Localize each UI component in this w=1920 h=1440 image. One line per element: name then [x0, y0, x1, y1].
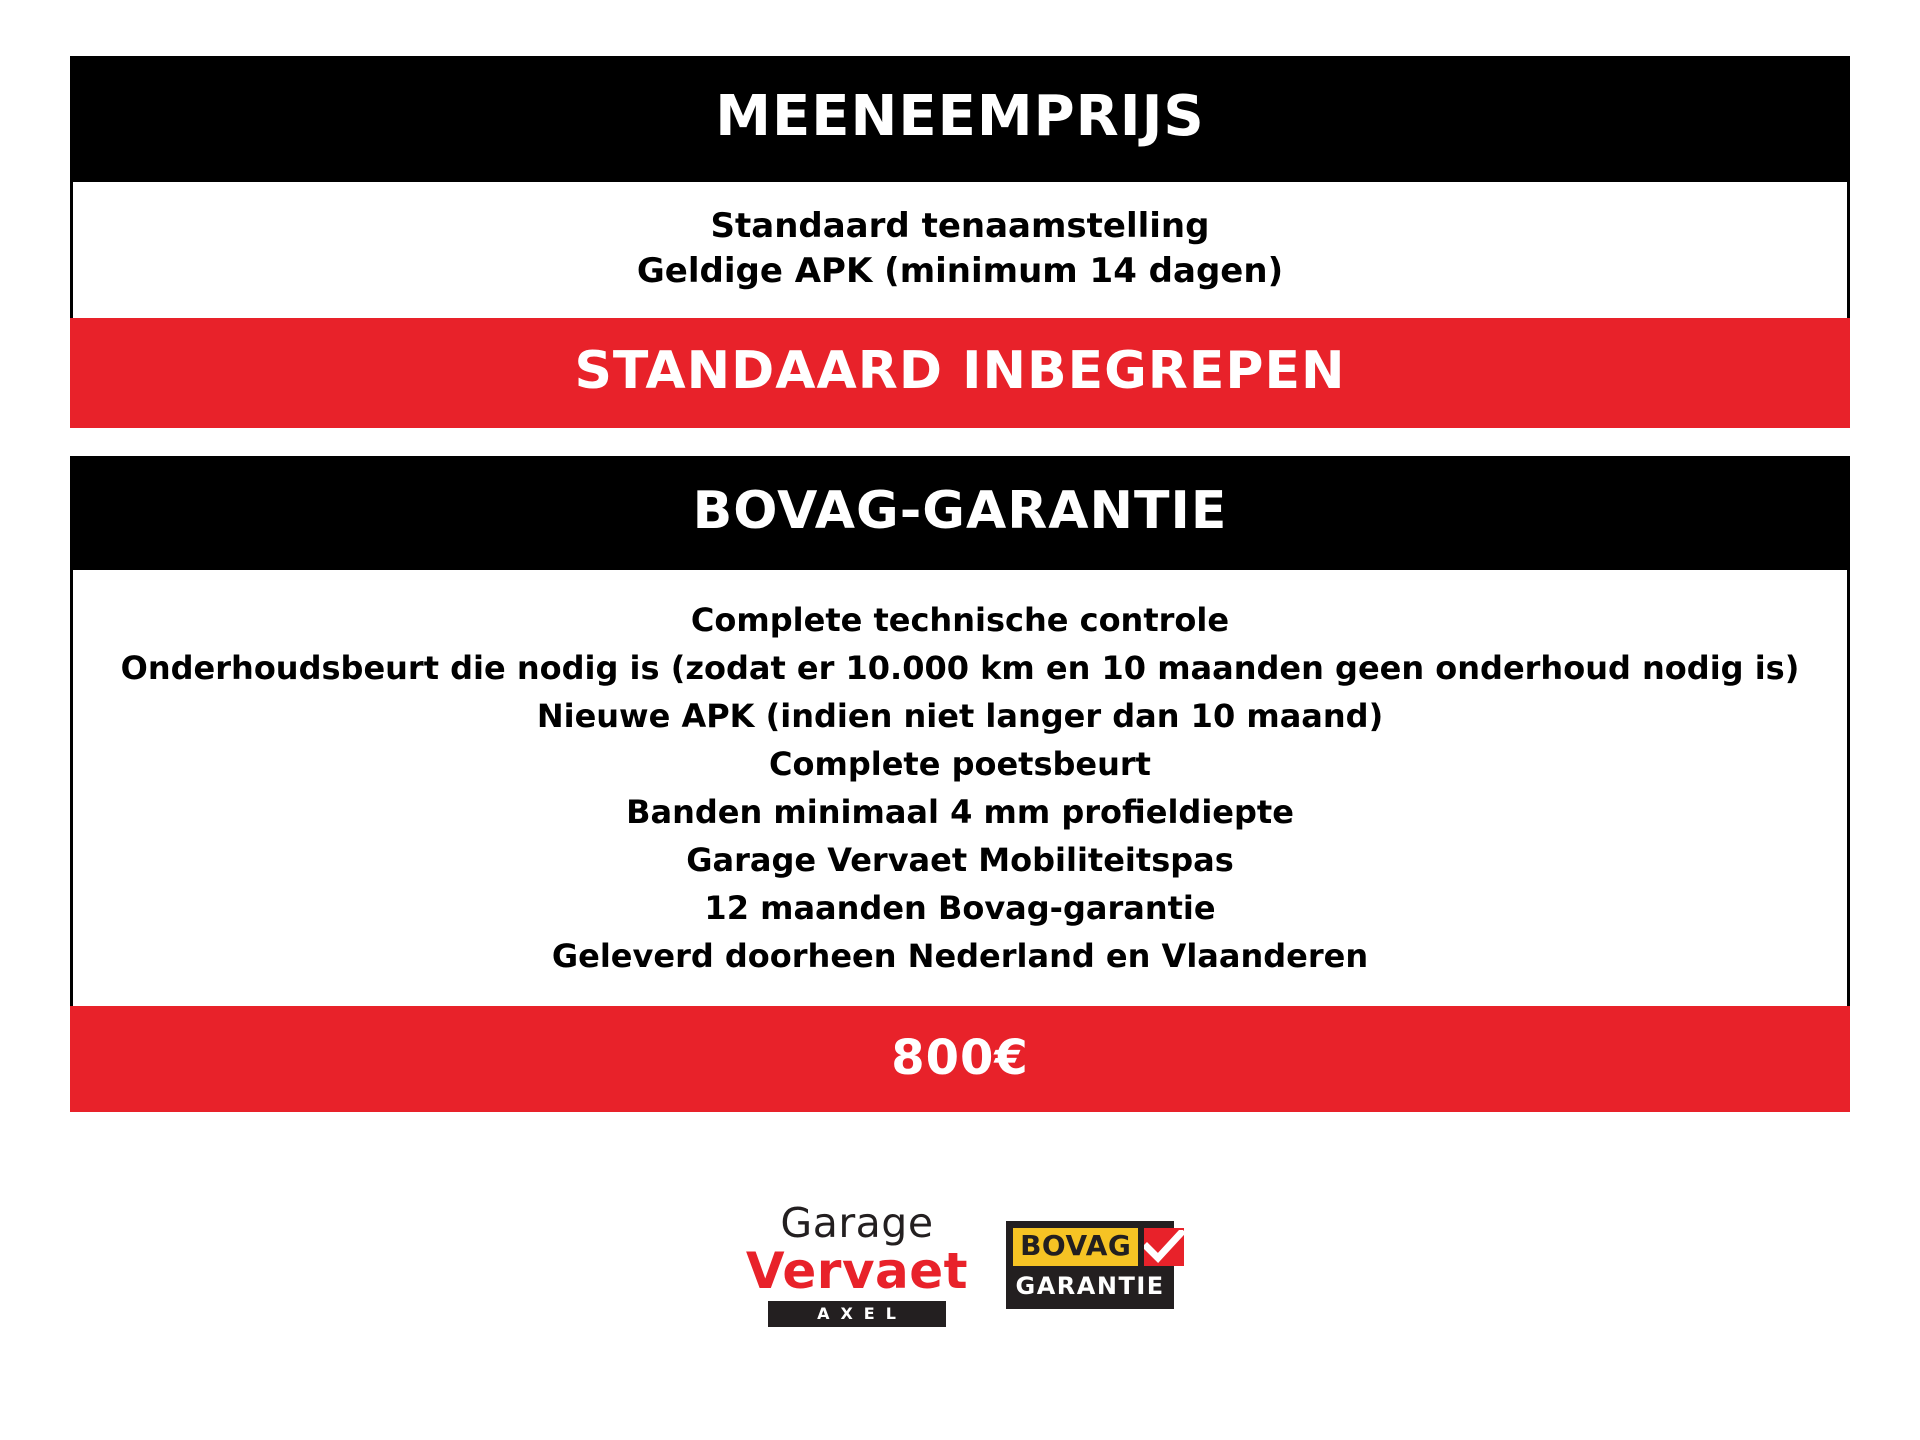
- section-bovag-garantie: [70, 456, 1850, 1112]
- bovag-logo-name: BOVAG: [1013, 1228, 1138, 1266]
- list-item: Complete poetsbeurt: [769, 744, 1151, 783]
- section-body-bovag-garantie: [70, 570, 1850, 1006]
- list-item: Nieuwe APK (indien niet langer dan 10 maand): [536, 696, 1384, 735]
- list-item: Standaard tenaamstelling: [710, 206, 1210, 246]
- garage-vervaet-logo: [745, 1198, 969, 1327]
- section-footer-standaard-inbegrepen: STANDAARD INBEGREPEN: [70, 318, 1850, 428]
- list-item: Geleverd doorheen Nederland en Vlaanderen: [551, 936, 1369, 975]
- section-header-meeneemprijs: MEENEEMPRIJS: [70, 56, 1850, 182]
- logo-row: [70, 1112, 1850, 1440]
- section-header-bovag-garantie: BOVAG-GARANTIE: [70, 456, 1850, 570]
- bovag-logo-subtitle: GARANTIE: [1015, 1271, 1165, 1300]
- bovag-garantie-logo: [1006, 1221, 1174, 1309]
- check-icon: [1144, 1228, 1184, 1266]
- garage-logo-line3: AXEL: [768, 1301, 946, 1327]
- section-divider: [70, 428, 1850, 456]
- list-item: Garage Vervaet Mobiliteitspas: [686, 840, 1234, 879]
- garage-logo-line1: Garage: [780, 1198, 934, 1247]
- list-item: Complete technische controle: [690, 600, 1230, 639]
- list-item: Onderhoudsbeurt die nodig is (zodat er 10.000 km en 10 maanden geen onderhoud nodig is): [120, 648, 1800, 687]
- list-item: Geldige APK (minimum 14 dagen): [636, 250, 1284, 291]
- price-badge: 800€: [70, 1006, 1850, 1112]
- list-item: 12 maanden Bovag-garantie: [704, 888, 1216, 927]
- garage-logo-line2: Vervaet: [745, 1241, 969, 1300]
- list-item: Banden minimaal 4 mm profieldiepte: [626, 792, 1294, 831]
- section-meeneemprijs: [70, 56, 1850, 428]
- section-body-meeneemprijs: [70, 182, 1850, 318]
- bovag-logo-top: [1013, 1228, 1167, 1266]
